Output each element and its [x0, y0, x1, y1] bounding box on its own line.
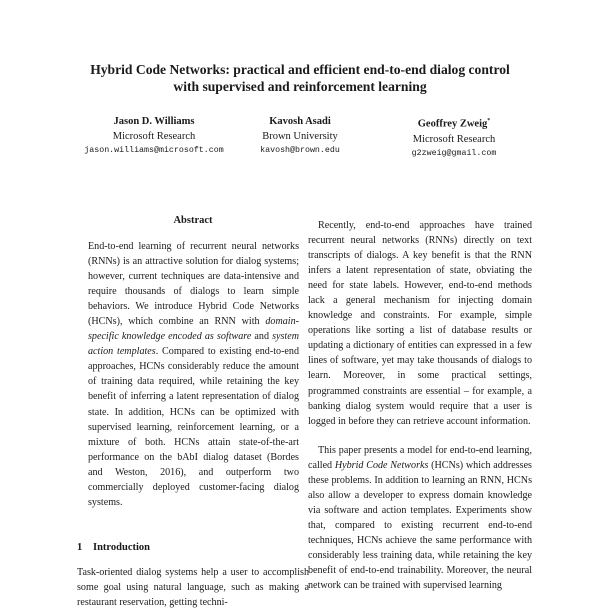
abstract-text: End-to-end learning of recurrent neural networks (RNNs) is an attractive solution for dialog systems; however, current techniques are data-intensive and require thousands of dialogs to learn simple behaviors. We introduce Hybrid Code Networks (HCNs), which combine an RNN with	[88, 241, 299, 328]
section-number: 1	[77, 542, 83, 553]
author-name: Geoffrey Zweig	[417, 118, 488, 130]
paper-title	[40, 62, 560, 95]
author-name-wrapper	[364, 114, 544, 132]
body-text: This paper presents a model for end-to-end learning, called	[308, 445, 532, 472]
abstract-body	[88, 239, 299, 510]
body-emphasis: Hybrid Code Networks	[334, 460, 429, 472]
author-name: Kavosh Asadi	[269, 116, 331, 127]
paper-title-line-1: Hybrid Code Networks: practical and efficient end-to-end dialog control	[90, 62, 510, 77]
abstract-heading: Abstract	[173, 215, 213, 226]
author-email: g2zweig@gmail.com	[411, 148, 497, 158]
author-affiliation: Microsoft Research	[412, 133, 496, 145]
body-paragraph	[308, 443, 532, 593]
abstract-paragraph	[88, 239, 299, 510]
author-name: Jason D. Williams	[113, 116, 195, 127]
introduction-paragraph: Task-oriented dialog systems help a user to accomplish some goal using natural language, such as making a restaurant reservation, getting techni-	[77, 567, 309, 609]
right-column-paragraph-2	[308, 443, 532, 593]
author-block-3	[364, 114, 544, 161]
section-title: Introduction	[93, 542, 150, 553]
abstract-emphasis: domain-specific knowledge encoded as software	[88, 316, 299, 343]
author-block-2	[210, 114, 390, 158]
introduction-body	[77, 565, 309, 610]
body-paragraph: Recently, end-to-end approaches have trained recurrent neural networks (RNNs) directly on text transcripts of dialogs. A key benefit is that the RNN infers a latent representation of state, obviating the need for state labels. However, end-to-end methods lack a general mechanism for injecting domain knowledge and constraints. For example, simple operations like sorting a list of database results or updating a dictionary of entities can expressed in a few lines of software, yet may take thousands of dialogs to learn. Moreover, in some practical settings, programmed constraints are essential – for example, a banking dialog system would require that a user is logged in before they can retrieve account information.	[308, 220, 532, 427]
abstract-text: . Compared to existing end-to-end approaches, HCNs considerably reduce the amount of training data required, while retaining the key benefit of inferring a latent representation of dialog state. In addition, HCNs can be optimized with supervised learning, reinforcement learning, or a mixture of both. HCNs attain state-of-the-art performance on the bAbI dialog dataset (Bordes and Weston, 2016), and outperform two commercially deployed customer-facing dialog systems.	[88, 346, 300, 508]
abstract-text: and	[251, 331, 273, 343]
right-column-paragraph-1	[308, 218, 532, 429]
author-affiliation: Microsoft Research	[112, 131, 196, 142]
author-email: jason.williams@microsoft.com	[84, 146, 224, 155]
author-affiliation: Brown University	[262, 131, 338, 142]
paper-title-line-2: with supervised and reinforcement learning	[173, 78, 427, 94]
section-heading-introduction	[77, 542, 150, 553]
author-footnote-mark: *	[487, 118, 491, 124]
author-email: kavosh@brown.edu	[260, 146, 340, 155]
abstract-emphasis: system action templates	[88, 331, 299, 358]
body-text: (HCNs) which addresses these problems. In addition to learning an RNN, HCNs also allow a developer to express domain knowledge via software and action templates. Experiments show that, compared to existing recurrent end-to-end techniques, HCNs achieve the same performance with considerably less training data, while retaining the key benefit of end-to-end trainability. Moreover, the neural network can be trained with supervised learning	[308, 460, 532, 592]
